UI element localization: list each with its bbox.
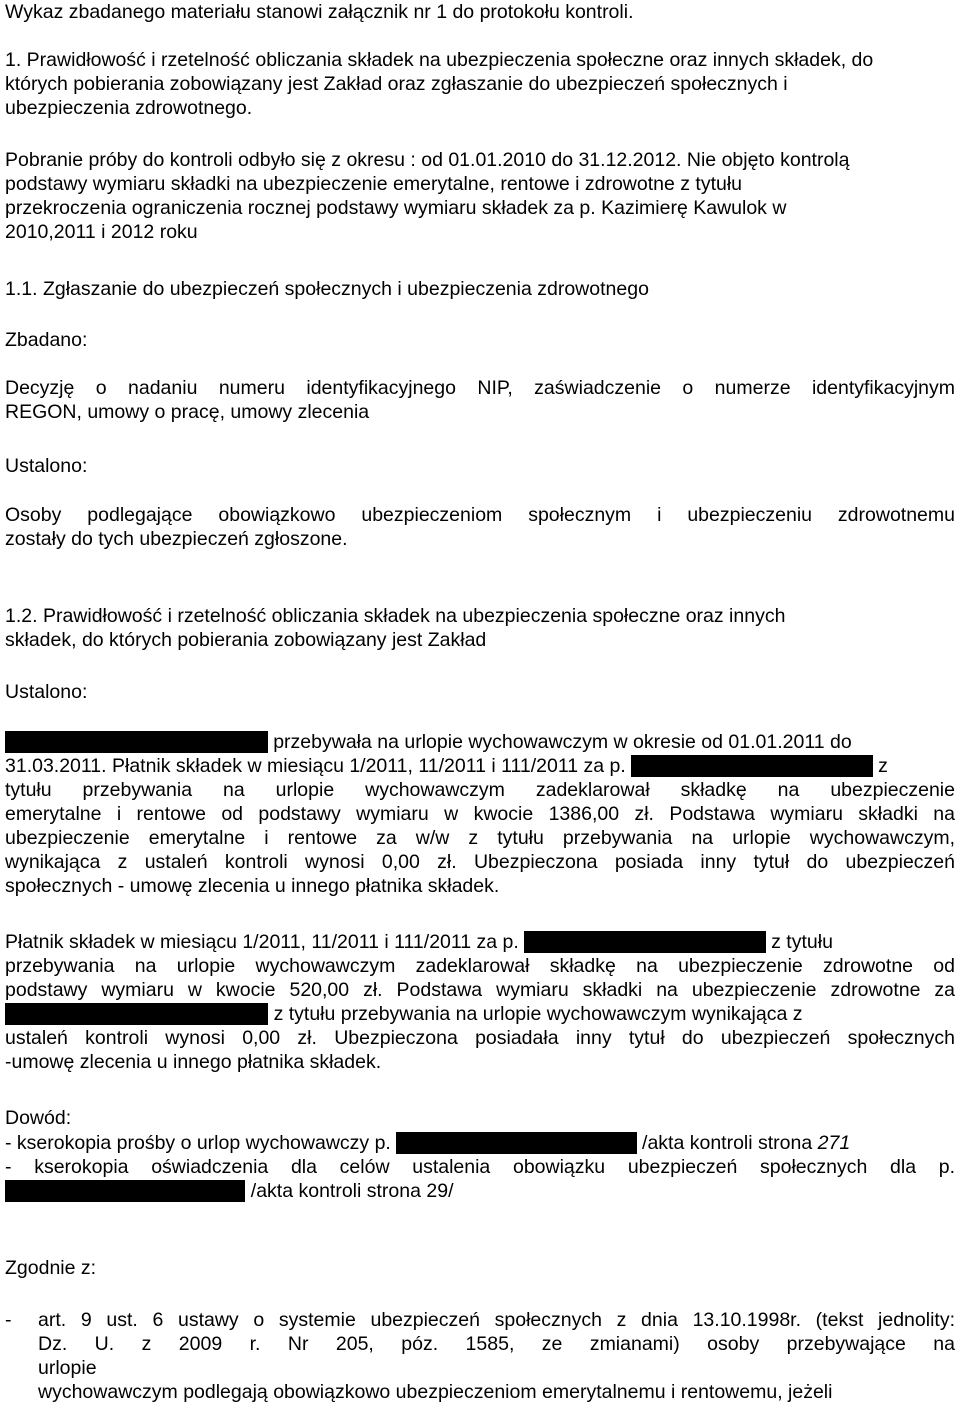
section-1-title: 1. Prawidłowość i rzetelność obliczania składek na ubezpieczenia społeczne oraz innych składek, do których pobierania zobowiązany jest Zakład oraz zgłaszanie do ubezpieczeń społecznych i ubezpieczenia zdrowotnego.	[5, 49, 874, 119]
list-dash: -	[5, 1309, 12, 1331]
redacted-name: Katarzyny Izmajłowicz-Orlik	[397, 1132, 636, 1154]
examined-paragraph: Decyzję o nadaniu numeru identyfikacyjnego NIP, zaświadczenie o numerze identyfikacyjnym REGON, umowy o pracę, umowy zlecenia	[5, 377, 955, 423]
redacted-name: Katarzynę Izmajłowicz-Orlik	[525, 931, 765, 953]
section-1-2-title: 1.2. Prawidłowość i rzetelność obliczania składek na ubezpieczenia społeczne oraz innych składek, do których pobierania zobowiązany jest Zakład	[5, 605, 786, 651]
found-label-1-1: Ustalono:	[5, 455, 88, 477]
examined-label: Zbadano:	[5, 329, 88, 351]
finding-paragraph-2: Płatnik składek w miesiącu 1/2011, 11/2011 i 111/2011 za p. Katarzynę Izmajłowicz-Orlik z tytułu przebywania na urlopie wychowawczym zadeklarował składkę na ubezpieczenie zdrowotne od podstawy wymiaru w kwocie 520,00 zł. Podstawa wymiaru składki na ubezpieczenie zdrowotne za p. Katarzynę Izmajłowicz-Orlik z tytułu przebywania na urlopie wychowawczym wynikająca z ustaleń kontroli wynosi 0,00 zł. Ubezpieczona posiadała inny tytuł do ubezpieczeń społecznych -umowę zlecenia u innego płatnika składek.	[5, 931, 955, 1073]
finding-paragraph-1: P. Katarzyna Izmajłowicz-Orlik przebywała na urlopie wychowawczym w okresie od 01.01.2011 do 31.03.2011. Płatnik składek w miesiącu 1/2011, 11/2011 i 111/2011 za p. Katarzynę Izmajłowicz-Orlik z tytułu przebywania na urlopie wychowawczym zadeklarował składkę na ubezpieczenie emerytalne i rentowe od podstawy wymiaru w kwocie 1386,00 zł. Podstawa wymiaru składki na ubezpieczenie emerytalne i rentowe za w/w z tytułu przebywania na urlopie wychowawczym, wynikająca z ustaleń kontroli wynosi 0,00 zł. Ubezpieczona posiada inny tytuł do ubezpieczeń społecznych - umowę zlecenia u innego płatnika składek.	[5, 731, 955, 897]
header-note: Wykaz zbadanego materiału stanowi załącznik nr 1 do protokołu kontroli.	[5, 1, 634, 23]
compliance-text: art. 9 ust. 6 ustawy o systemie ubezpieczeń społecznych z dnia 13.10.1998r. (tekst jednolity: Dz. U. z 2009 r. Nr 205, póz. 1585, ze zmianami) osoby przebywające na urlopie wychowawczym podlegają obowiązkowo ubezpieczeniom emerytalnemu i rentowemu, jeżeli	[38, 1309, 955, 1403]
evidence-item: - kserokopia oświadczenia dla celów ustalenia obowiązku ubezpieczeń społecznych dla p.	[5, 1156, 955, 1178]
found-label-1-2: Ustalono:	[5, 681, 88, 703]
redacted-name: P. Katarzyna Izmajłowicz-Orlik	[6, 731, 267, 753]
redacted-name: Katarzynę Izmajłowicz-Orlik	[632, 755, 872, 777]
compliance-label: Zgodnie z:	[5, 1257, 97, 1279]
evidence-label: Dowód:	[5, 1107, 72, 1129]
redacted-name: Katarzyny Izmajłowicz-Orlik	[6, 1180, 245, 1202]
evidence-list: - kserokopia prośby o urlop wychowawczy p. Katarzyny Izmajłowicz-Orlik /akta kontroli strona 271 - kserokopia oświadczenia dla celów ustalenia obowiązku ubezpieczeń społecznych dla p. Katarzyny Izmajłowicz-Orlik /akta kontroli strona 29/	[5, 1132, 955, 1202]
sampling-paragraph: Pobranie próby do kontroli odbyło się z okresu : od 01.01.2010 do 31.12.2012. Nie objęto kontrolą podstawy wymiaru składki na ubezpieczenie emerytalne, rentowe i zdrowotne z tytułu przekroczenia ograniczenia rocznej podstawy wymiaru składek za p. Kazimierę Kawulok w 2010,2011 i 2012 roku	[5, 149, 850, 243]
section-1-1-title: 1.1. Zgłaszanie do ubezpieczeń społecznych i ubezpieczenia zdrowotnego	[5, 278, 649, 300]
found-paragraph-1-1: Osoby podlegające obowiązkowo ubezpieczeniom społecznym i ubezpieczeniu zdrowotnemu zostały do tych ubezpieczeń zgłoszone.	[5, 504, 955, 550]
evidence-item: - kserokopia prośby o urlop wychowawczy p. Katarzyny Izmajłowicz-Orlik /akta kontroli strona 271	[5, 1132, 851, 1154]
redacted-name: p. Katarzynę Izmajłowicz-Orlik	[6, 1003, 268, 1025]
